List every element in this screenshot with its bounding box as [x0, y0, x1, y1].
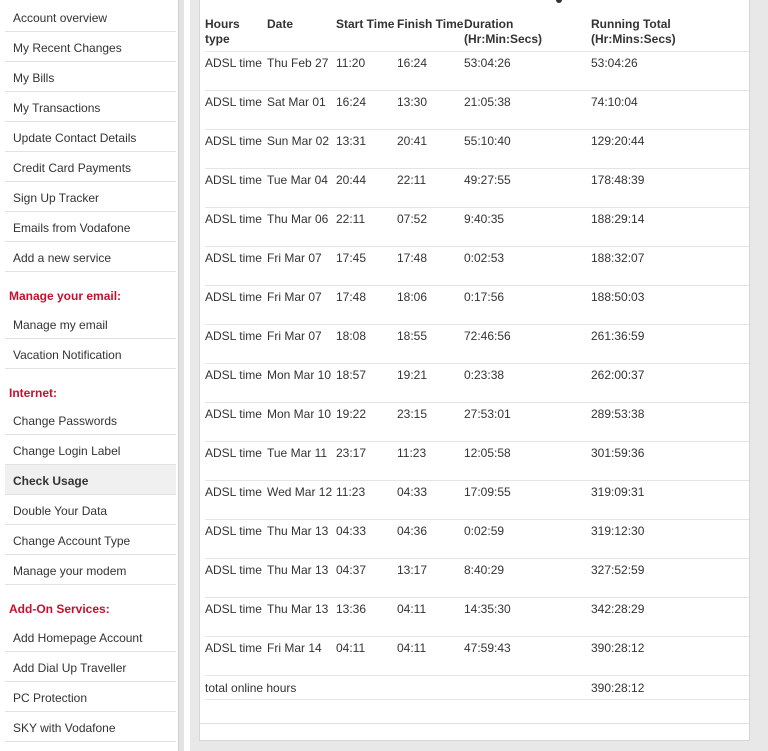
cell-start-time: 13:31 — [336, 129, 397, 168]
sidebar-item-label: Emails from Vodafone — [13, 221, 131, 235]
sidebar-item-account-overview[interactable] — [5, 2, 176, 32]
cell-date: Wed Mar 12 — [267, 480, 336, 519]
cell-running-total: 342:28:29 — [591, 597, 749, 636]
cell-running-total: 53:04:26 — [591, 51, 749, 90]
sidebar-item-add-dial-up-traveller[interactable] — [5, 652, 176, 682]
sidebar-item-my-bills[interactable] — [5, 62, 176, 92]
total-label: total online hours — [205, 675, 591, 699]
sidebar-item-label: Change Login Label — [13, 444, 121, 458]
cell-duration: 53:04:26 — [464, 51, 591, 90]
cell-start-time: 23:17 — [336, 441, 397, 480]
table-row — [205, 168, 749, 207]
cell-running-total: 74:10:04 — [591, 90, 749, 129]
total-value: 390:28:12 — [591, 675, 749, 699]
usage-table — [205, 14, 749, 723]
cell-date: Thu Mar 13 — [267, 597, 336, 636]
sidebar-item-label: Update Contact Details — [13, 131, 137, 145]
cell-finish-time: 13:17 — [397, 558, 464, 597]
cell-running-total: 261:36:59 — [591, 324, 749, 363]
table-row — [205, 324, 749, 363]
table-row — [205, 480, 749, 519]
cell-date: Thu Mar 13 — [267, 519, 336, 558]
column-header-start-time: Start Time — [336, 17, 395, 31]
cell-date: Thu Mar 13 — [267, 558, 336, 597]
cell-hours-type: ADSL time — [205, 207, 267, 246]
sidebar-item-pc-protection[interactable] — [5, 682, 176, 712]
sidebar-item-sky-with-vodafone[interactable] — [5, 712, 176, 742]
cell-running-total: 289:53:38 — [591, 402, 749, 441]
sidebar-item-label: PC Protection — [13, 691, 88, 705]
cell-start-time: 04:33 — [336, 519, 397, 558]
cell-duration: 49:27:55 — [464, 168, 591, 207]
sidebar-item-update-contact-details[interactable] — [5, 122, 176, 152]
cell-duration: 21:05:38 — [464, 90, 591, 129]
sidebar-item-my-recent-changes[interactable] — [5, 32, 176, 62]
sidebar-item-change-login-label[interactable] — [5, 435, 176, 465]
table-row — [205, 51, 749, 90]
cell-finish-time: 20:41 — [397, 129, 464, 168]
cell-start-time: 19:22 — [336, 402, 397, 441]
cell-hours-type: ADSL time — [205, 480, 267, 519]
column-header-duration: Duration (Hr:Min:Secs) — [464, 17, 543, 46]
cell-finish-time: 17:48 — [397, 246, 464, 285]
sidebar-item-label: Vacation Notification — [13, 348, 122, 362]
cell-hours-type: ADSL time — [205, 636, 267, 675]
cell-start-time: 11:20 — [336, 51, 397, 90]
cell-duration: 17:09:55 — [464, 480, 591, 519]
table-row — [205, 519, 749, 558]
cell-start-time: 18:57 — [336, 363, 397, 402]
sidebar-item-check-usage[interactable] — [5, 465, 176, 495]
cell-running-total: 188:50:03 — [591, 285, 749, 324]
sidebar-item-label: Add Homepage Account — [13, 631, 143, 645]
sidebar-heading-internet: Internet: — [9, 386, 57, 400]
cell-finish-time: 04:36 — [397, 519, 464, 558]
cell-finish-time: 13:30 — [397, 90, 464, 129]
spacer-cell — [205, 699, 749, 723]
panel-footer-divider — [200, 723, 749, 724]
cell-hours-type: ADSL time — [205, 324, 267, 363]
cell-duration: 14:35:30 — [464, 597, 591, 636]
sidebar-item-label: Account overview — [13, 11, 108, 25]
cell-duration: 47:59:43 — [464, 636, 591, 675]
cell-hours-type: ADSL time — [205, 90, 267, 129]
cell-finish-time: 22:11 — [397, 168, 464, 207]
sidebar-item-label: My Bills — [13, 71, 55, 85]
sidebar-item-label: Double Your Data — [13, 504, 108, 518]
cell-duration: 55:10:40 — [464, 129, 591, 168]
cell-duration: 12:05:58 — [464, 441, 591, 480]
cell-start-time: 17:45 — [336, 246, 397, 285]
cell-start-time: 16:24 — [336, 90, 397, 129]
sidebar-item-label: Manage your modem — [13, 564, 127, 578]
sidebar-heading-addon: Add-On Services: — [9, 602, 110, 616]
cell-hours-type: ADSL time — [205, 441, 267, 480]
cell-start-time: 04:11 — [336, 636, 397, 675]
column-header-finish-time: Finish Time — [397, 17, 464, 31]
sidebar-item-double-your-data[interactable] — [5, 495, 176, 525]
sidebar-item-sign-up-tracker[interactable] — [5, 182, 176, 212]
cell-finish-time: 23:15 — [397, 402, 464, 441]
cell-finish-time: 11:23 — [397, 441, 464, 480]
cell-hours-type: ADSL time — [205, 363, 267, 402]
table-row — [205, 402, 749, 441]
cell-hours-type: ADSL time — [205, 129, 267, 168]
cell-finish-time: 19:21 — [397, 363, 464, 402]
column-header-hours-type: Hours type — [205, 17, 240, 46]
cell-duration: 0:02:53 — [464, 246, 591, 285]
sidebar-item-label: Credit Card Payments — [13, 161, 132, 175]
sidebar-divider — [178, 0, 184, 751]
cell-running-total: 178:48:39 — [591, 168, 749, 207]
sidebar-item-label: Add a new service — [13, 251, 112, 265]
cell-date: Sat Mar 01 — [267, 90, 336, 129]
table-row — [205, 597, 749, 636]
cell-running-total: 319:09:31 — [591, 480, 749, 519]
cell-date: Mon Mar 10 — [267, 363, 336, 402]
table-spacer-row — [205, 699, 749, 723]
sidebar-item-add-homepage-account[interactable] — [5, 622, 176, 652]
cell-date: Fri Mar 07 — [267, 324, 336, 363]
cell-running-total: 188:32:07 — [591, 246, 749, 285]
cell-hours-type: ADSL time — [205, 519, 267, 558]
cell-hours-type: ADSL time — [205, 285, 267, 324]
column-header-date: Date — [267, 17, 294, 31]
sidebar-item-label: My Transactions — [13, 101, 101, 115]
cell-finish-time: 18:55 — [397, 324, 464, 363]
cell-start-time: 11:23 — [336, 480, 397, 519]
cell-date: Fri Mar 07 — [267, 285, 336, 324]
table-row — [205, 207, 749, 246]
table-row — [205, 636, 749, 675]
sidebar-item-change-passwords[interactable] — [5, 405, 176, 435]
sidebar-item-label: Sign Up Tracker — [13, 191, 100, 205]
sidebar-item-manage-my-email[interactable] — [5, 309, 176, 339]
cell-date: Fri Mar 07 — [267, 246, 336, 285]
sidebar-item-label: SKY with Vodafone — [13, 721, 116, 735]
cell-running-total: 327:52:59 — [591, 558, 749, 597]
table-row — [205, 129, 749, 168]
cell-date: Thu Mar 06 — [267, 207, 336, 246]
table-row — [205, 441, 749, 480]
table-row — [205, 558, 749, 597]
cell-hours-type: ADSL time — [205, 168, 267, 207]
cell-duration: 0:17:56 — [464, 285, 591, 324]
cell-finish-time: 04:11 — [397, 636, 464, 675]
sidebar-item-label: Change Passwords — [13, 414, 118, 428]
usage-panel — [199, 0, 750, 741]
cell-date: Tue Mar 11 — [267, 441, 336, 480]
cell-running-total: 390:28:12 — [591, 636, 749, 675]
cell-running-total: 129:20:44 — [591, 129, 749, 168]
table-total-row — [205, 675, 749, 699]
table-row — [205, 246, 749, 285]
sidebar-item-label: Check Usage — [13, 474, 89, 488]
main-content — [190, 0, 768, 751]
sidebar-item-add-a-new-service[interactable] — [5, 242, 176, 272]
sidebar-item-label: Change Account Type — [13, 534, 131, 548]
cell-duration: 27:53:01 — [464, 402, 591, 441]
cell-hours-type: ADSL time — [205, 51, 267, 90]
sidebar-item-emails-from-vodafone[interactable] — [5, 212, 176, 242]
cell-hours-type: ADSL time — [205, 246, 267, 285]
cell-date: Tue Mar 04 — [267, 168, 336, 207]
cell-date: Mon Mar 10 — [267, 402, 336, 441]
usage-table-body — [205, 51, 749, 723]
cell-duration: 0:02:59 — [464, 519, 591, 558]
cell-finish-time: 18:06 — [397, 285, 464, 324]
sidebar-item-manage-your-modem[interactable] — [5, 555, 176, 585]
sidebar-item-label: Manage my email — [13, 318, 108, 332]
cell-date: Sun Mar 02 — [267, 129, 336, 168]
cell-start-time: 20:44 — [336, 168, 397, 207]
sidebar-item-change-account-type[interactable] — [5, 525, 176, 555]
cell-start-time: 22:11 — [336, 207, 397, 246]
cell-duration: 9:40:35 — [464, 207, 591, 246]
cell-finish-time: 04:11 — [397, 597, 464, 636]
sidebar-nav — [0, 0, 184, 751]
table-row — [205, 90, 749, 129]
column-header-running-total: Running Total (Hr:Mins:Secs) — [591, 17, 676, 46]
sidebar-item-label: My Recent Changes — [13, 41, 122, 55]
cell-finish-time: 04:33 — [397, 480, 464, 519]
table-header-row — [205, 14, 749, 51]
cell-hours-type: ADSL time — [205, 597, 267, 636]
cell-running-total: 262:00:37 — [591, 363, 749, 402]
cell-duration: 8:40:29 — [464, 558, 591, 597]
cell-start-time: 17:48 — [336, 285, 397, 324]
cell-running-total: 319:12:30 — [591, 519, 749, 558]
cell-hours-type: ADSL time — [205, 402, 267, 441]
cell-running-total: 188:29:14 — [591, 207, 749, 246]
cell-start-time: 04:37 — [336, 558, 397, 597]
cell-duration: 0:23:38 — [464, 363, 591, 402]
sidebar-item-vacation-notification[interactable] — [5, 339, 176, 369]
cropped-heading-fragment — [556, 0, 562, 3]
cell-hours-type: ADSL time — [205, 558, 267, 597]
table-row — [205, 285, 749, 324]
cell-start-time: 13:36 — [336, 597, 397, 636]
cell-running-total: 301:59:36 — [591, 441, 749, 480]
cell-date: Fri Mar 14 — [267, 636, 336, 675]
table-row — [205, 363, 749, 402]
cell-duration: 72:46:56 — [464, 324, 591, 363]
cell-finish-time: 16:24 — [397, 51, 464, 90]
cell-date: Thu Feb 27 — [267, 51, 336, 90]
cell-start-time: 18:08 — [336, 324, 397, 363]
sidebar-item-label: Add Dial Up Traveller — [13, 661, 127, 675]
sidebar-heading-email: Manage your email: — [9, 289, 122, 303]
sidebar-item-credit-card-payments[interactable] — [5, 152, 176, 182]
cell-finish-time: 07:52 — [397, 207, 464, 246]
sidebar-item-my-transactions[interactable] — [5, 92, 176, 122]
